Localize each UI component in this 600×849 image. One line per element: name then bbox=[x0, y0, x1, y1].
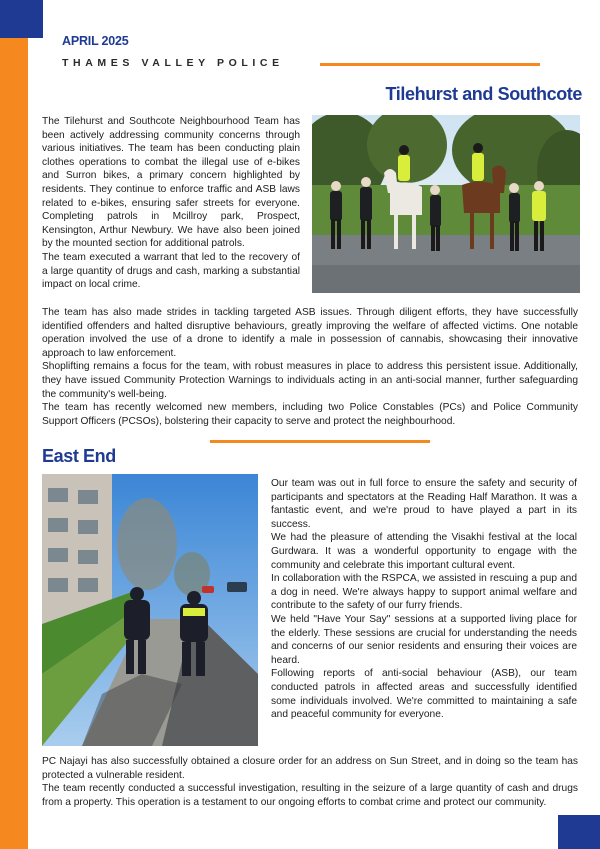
paragraph: We had the pleasure of attending the Visakhi festival at the local Gurdwara. It was a wonderful opportunity to engage with the community and celebrate this important cultural event. bbox=[271, 532, 577, 571]
street-patrol-photo bbox=[42, 474, 258, 746]
section-title-tilehurst: Tilehurst and Southcote bbox=[385, 84, 582, 104]
paragraph: The team executed a warrant that led to the recovery of a large quantity of drugs and cash, marking a substantial impact on local crime. bbox=[42, 251, 300, 291]
issue-date: APRIL 2025 bbox=[62, 34, 129, 48]
paragraph: The team has recently welcomed new members, including two Police Constables (PCs) and Police Community Support Officers (PCSOs), bolstering their capacity to serve and protect the neighbourhood. bbox=[42, 402, 578, 427]
east-end-full-text bbox=[42, 755, 578, 809]
section-divider bbox=[210, 440, 430, 443]
paragraph: Shoplifting remains a focus for the team, with robust measures in place to address this persistent issue. Additionally, they have issued Community Protection Warnings to individuals acting in an anti-social manner, further safeguarding the community's well-being. bbox=[42, 361, 578, 400]
paragraph: In collaboration with the RSPCA, we assisted in rescuing a pup and a dog in need. We're always happy to support animal welfare and contribute to the safety of our furry friends. bbox=[271, 573, 577, 612]
paragraph: The Tilehurst and Southcote Neighbourhood Team has been actively addressing community concerns through various initiatives. The team has been conducting plain clothes operations to combat the illegal use of e-bikes and Surron bikes, a primary concern highlighted by residents. They continue to enforce traffic and ASB laws related to e-bikes, ensuring safer streets for everyone. Completing patrols in Mcillroy park, Prospect, Kensington, Arthur Newbury. We have also been joined by the mounted section for additional patrols. bbox=[42, 116, 300, 250]
tilehurst-full-text bbox=[42, 306, 578, 428]
paragraph: PC Najayi has also successfully obtained a closure order for an address on Sun Street, and in doing so the team has protected a vulnerable resident. bbox=[42, 756, 578, 781]
corner-block-bottom bbox=[558, 815, 600, 849]
paragraph: Our team was out in full force to ensure the safety and security of participants and spectators at the Reading Half Marathon. It was a fantastic event, and we're proud to have played a part in its success. bbox=[271, 478, 577, 530]
corner-block-top bbox=[0, 0, 43, 38]
paragraph: The team has also made strides in tackling targeted ASB issues. Through diligent efforts, they have successfully identified offenders and halted disruptive behaviours, greatly improving the welfare of affected victims. One notable operation involved the use of a drone to identify a male in possession of cannabis, showcasing their innovative approach to law enforcement. bbox=[42, 307, 578, 359]
section-title-east-end: East End bbox=[42, 446, 116, 466]
organization-name: THAMES VALLEY POLICE bbox=[62, 57, 284, 69]
tilehurst-intro-text bbox=[42, 115, 300, 292]
east-end-text bbox=[271, 477, 577, 722]
side-accent-bar bbox=[0, 38, 28, 849]
mounted-officers-photo bbox=[312, 115, 580, 293]
paragraph: Following reports of anti-social behaviour (ASB), our team conducted patrols in affected areas and successfully identified some individuals involved. We're committed to maintaining a safe and peaceful community for everyone. bbox=[271, 668, 577, 721]
paragraph: The team recently conducted a successful investigation, resulting in the seizure of a large quantity of cash and drugs from a property. This operation is a testament to our ongoing efforts to combat crime and protect our community. bbox=[42, 783, 578, 808]
paragraph: We held "Have Your Say" sessions at a supported living place for the elderly. These sessions are crucial for understanding the needs and concerns of our senior residents and ensuring their voices are heard. bbox=[271, 613, 577, 666]
header-divider bbox=[320, 63, 540, 66]
